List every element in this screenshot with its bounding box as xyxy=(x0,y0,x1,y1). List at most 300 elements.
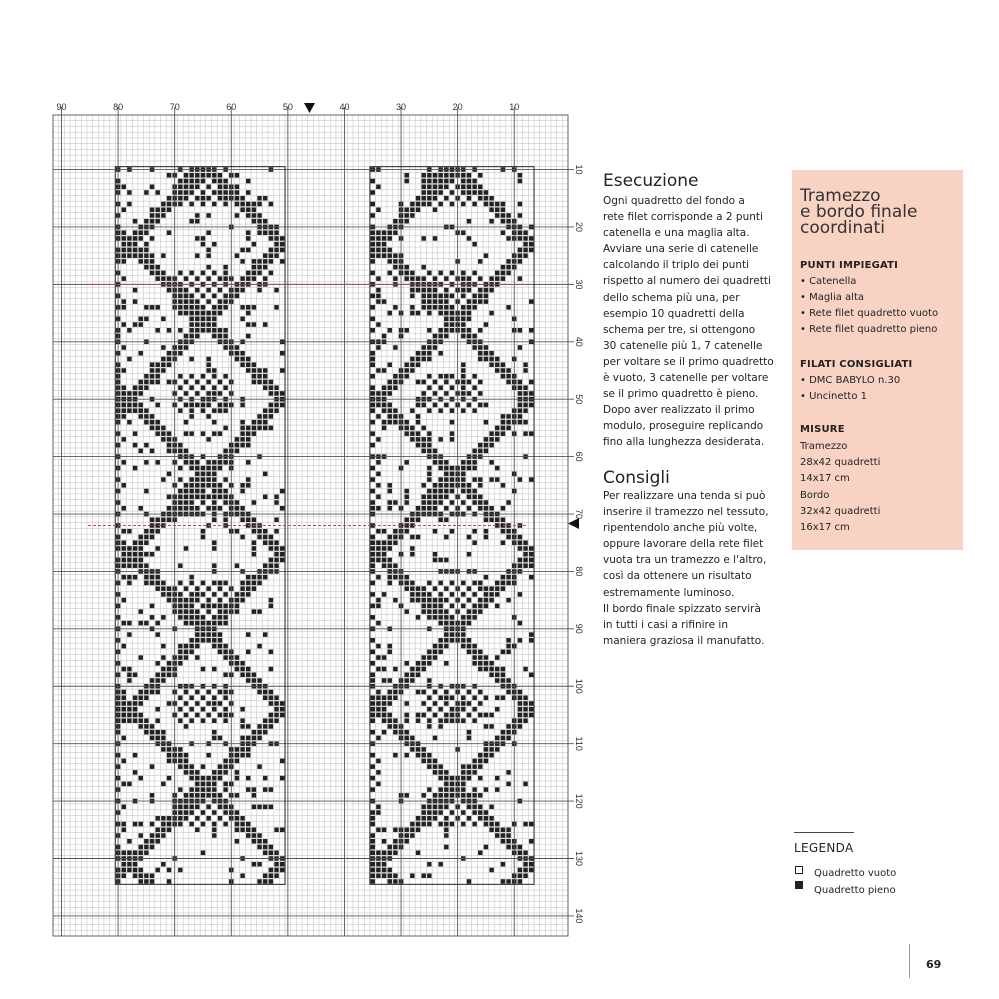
filled-cell xyxy=(246,581,250,586)
filled-cell xyxy=(184,598,188,603)
filled-cell xyxy=(438,558,442,563)
filled-cell xyxy=(523,362,527,367)
filled-cell xyxy=(518,713,522,718)
filled-cell xyxy=(178,477,182,482)
filled-cell xyxy=(195,632,199,637)
filled-cell xyxy=(206,328,210,333)
filled-cell xyxy=(218,776,222,781)
filled-cell xyxy=(195,173,199,178)
filled-cell xyxy=(433,655,437,660)
filled-cell xyxy=(122,236,126,241)
filled-cell xyxy=(404,265,408,270)
filled-cell xyxy=(144,563,148,568)
filled-cell xyxy=(218,615,222,620)
filled-cell xyxy=(155,575,159,580)
filled-cell xyxy=(263,385,267,390)
filled-cell xyxy=(201,466,205,471)
filled-cell xyxy=(371,489,375,494)
filled-cell xyxy=(138,845,142,850)
filled-cell xyxy=(444,661,448,666)
filled-cell xyxy=(263,850,267,855)
filled-cell xyxy=(178,374,182,379)
filled-cell xyxy=(161,586,165,591)
filled-cell xyxy=(410,535,414,540)
filled-cell xyxy=(274,718,278,723)
filled-cell xyxy=(495,828,499,833)
filled-cell xyxy=(427,822,431,827)
filled-cell xyxy=(184,288,188,293)
filled-cell xyxy=(127,782,131,787)
filled-cell xyxy=(155,460,159,465)
filled-cell xyxy=(529,236,533,241)
filled-cell xyxy=(371,351,375,356)
filled-cell xyxy=(201,202,205,207)
filled-cell xyxy=(489,828,493,833)
filled-cell xyxy=(461,391,465,396)
filled-cell xyxy=(478,190,482,195)
filled-cell xyxy=(416,431,420,436)
filled-cell xyxy=(427,449,431,454)
filled-cell xyxy=(212,322,216,327)
filled-cell xyxy=(235,667,239,672)
filled-cell xyxy=(444,374,448,379)
filled-cell xyxy=(376,546,380,551)
filled-cell xyxy=(150,185,154,190)
filled-cell xyxy=(495,466,499,471)
filled-cell xyxy=(269,718,273,723)
filled-cell xyxy=(122,414,126,419)
filled-cell xyxy=(393,879,397,884)
filled-cell xyxy=(195,805,199,810)
filled-cell xyxy=(206,391,210,396)
filled-cell xyxy=(506,265,510,270)
filled-cell xyxy=(269,650,273,655)
filled-cell xyxy=(252,207,256,212)
filled-cell xyxy=(438,764,442,769)
filled-cell xyxy=(529,822,533,827)
filled-cell xyxy=(257,724,261,729)
filled-cell xyxy=(421,661,425,666)
filled-cell xyxy=(155,673,159,678)
filled-cell xyxy=(489,288,493,293)
filled-cell xyxy=(371,546,375,551)
filled-cell xyxy=(433,500,437,505)
x-tick-label: 50 xyxy=(282,102,293,112)
filled-cell xyxy=(240,736,244,741)
filled-cell xyxy=(404,368,408,373)
filled-cell xyxy=(252,793,256,798)
filled-cell xyxy=(382,839,386,844)
filled-cell xyxy=(461,202,465,207)
filled-cell xyxy=(274,403,278,408)
y-tick-label: 60 xyxy=(574,451,584,462)
filled-cell xyxy=(122,276,126,281)
filled-cell xyxy=(393,598,397,603)
filled-cell xyxy=(127,248,131,253)
filled-cell xyxy=(184,701,188,706)
filled-cell xyxy=(235,753,239,758)
filled-cell xyxy=(206,230,210,235)
filled-cell xyxy=(161,357,165,362)
filled-cell xyxy=(212,833,216,838)
filled-cell xyxy=(410,408,414,413)
filled-cell xyxy=(263,724,267,729)
filled-cell xyxy=(371,362,375,367)
filled-cell xyxy=(280,351,284,356)
filled-cell xyxy=(161,747,165,752)
filled-cell xyxy=(178,294,182,299)
filled-cell xyxy=(467,466,471,471)
filled-cell xyxy=(240,718,244,723)
filled-cell xyxy=(223,426,227,431)
filled-cell xyxy=(269,695,273,700)
filled-cell xyxy=(246,736,250,741)
filled-cell xyxy=(461,472,465,477)
filled-cell xyxy=(161,655,165,660)
filled-cell xyxy=(167,506,171,511)
filled-cell xyxy=(138,621,142,626)
filled-cell xyxy=(495,678,499,683)
filled-cell xyxy=(371,764,375,769)
filled-cell xyxy=(167,495,171,500)
filled-cell xyxy=(252,575,256,580)
filled-cell xyxy=(461,311,465,316)
filled-cell xyxy=(421,655,425,660)
filled-cell xyxy=(127,190,131,195)
filled-cell xyxy=(433,529,437,534)
filled-cell xyxy=(371,466,375,471)
filled-cell xyxy=(252,540,256,545)
filled-cell xyxy=(280,259,284,264)
y-tick-label: 120 xyxy=(574,793,584,809)
filled-cell xyxy=(195,506,199,511)
empty-square-icon xyxy=(795,866,803,874)
filled-cell xyxy=(433,701,437,706)
filled-cell xyxy=(501,207,505,212)
filled-cell xyxy=(427,650,431,655)
filled-cell xyxy=(478,598,482,603)
filled-cell xyxy=(133,753,137,758)
filled-cell xyxy=(416,822,420,827)
filled-cell xyxy=(371,868,375,873)
filled-cell xyxy=(404,718,408,723)
filled-cell xyxy=(122,862,126,867)
filled-cell xyxy=(438,770,442,775)
filled-cell xyxy=(506,650,510,655)
filled-cell xyxy=(388,385,392,390)
filled-cell xyxy=(478,586,482,591)
filled-cell xyxy=(376,644,380,649)
filled-cell xyxy=(518,621,522,626)
filled-cell xyxy=(450,311,454,316)
filled-cell xyxy=(161,678,165,683)
filled-cell xyxy=(280,868,284,873)
filled-cell xyxy=(155,718,159,723)
filled-cell xyxy=(257,644,261,649)
filled-cell xyxy=(484,655,488,660)
filled-cell xyxy=(212,311,216,316)
filled-cell xyxy=(518,179,522,184)
filled-cell xyxy=(212,368,216,373)
filled-cell xyxy=(506,845,510,850)
filled-cell xyxy=(195,179,199,184)
filled-cell xyxy=(240,822,244,827)
filled-cell xyxy=(433,690,437,695)
filled-cell xyxy=(371,718,375,723)
filled-cell xyxy=(263,695,267,700)
filled-cell xyxy=(189,357,193,362)
filled-cell xyxy=(127,403,131,408)
filled-cell xyxy=(235,294,239,299)
filled-cell xyxy=(246,753,250,758)
filled-cell xyxy=(438,805,442,810)
filled-cell xyxy=(206,598,210,603)
filled-cell xyxy=(388,311,392,316)
filled-cell xyxy=(212,179,216,184)
filled-cell xyxy=(150,271,154,276)
filled-cell xyxy=(189,707,193,712)
filled-cell xyxy=(155,690,159,695)
filled-cell xyxy=(184,311,188,316)
filled-cell xyxy=(240,357,244,362)
filled-cell xyxy=(127,552,131,557)
tips-title: Consigli xyxy=(603,468,670,488)
filled-cell xyxy=(388,563,392,568)
filled-cell xyxy=(427,495,431,500)
filled-cell xyxy=(218,431,222,436)
filled-cell xyxy=(144,230,148,235)
filled-cell xyxy=(155,661,159,666)
filled-cell xyxy=(127,408,131,413)
filled-cell xyxy=(269,202,273,207)
filled-cell xyxy=(523,558,527,563)
filled-cell xyxy=(127,558,131,563)
filled-cell xyxy=(235,563,239,568)
filled-cell xyxy=(489,822,493,827)
filled-cell xyxy=(478,276,482,281)
filled-cell xyxy=(371,713,375,718)
filled-cell xyxy=(410,517,414,522)
filled-cell xyxy=(501,833,505,838)
filled-cell xyxy=(478,701,482,706)
filled-cell xyxy=(438,724,442,729)
filled-cell xyxy=(223,655,227,660)
filled-cell xyxy=(388,259,392,264)
filled-cell xyxy=(376,460,380,465)
filled-cell xyxy=(450,489,454,494)
filled-cell xyxy=(184,483,188,488)
filled-cell xyxy=(252,219,256,224)
filled-cell xyxy=(416,667,420,672)
filled-cell xyxy=(450,793,454,798)
filled-cell xyxy=(246,271,250,276)
filled-cell xyxy=(444,288,448,293)
filled-cell xyxy=(223,202,227,207)
filled-cell xyxy=(127,357,131,362)
filled-cell xyxy=(167,276,171,281)
filled-cell xyxy=(478,810,482,815)
filled-cell xyxy=(212,782,216,787)
filled-cell xyxy=(467,879,471,884)
filled-cell xyxy=(161,782,165,787)
filled-cell xyxy=(427,345,431,350)
filled-cell xyxy=(518,248,522,253)
filled-cell xyxy=(218,196,222,201)
filled-cell xyxy=(212,190,216,195)
filled-cell xyxy=(263,374,267,379)
filled-cell xyxy=(138,695,142,700)
filled-cell xyxy=(376,552,380,557)
filled-cell xyxy=(472,759,476,764)
filled-cell xyxy=(467,328,471,333)
filled-cell xyxy=(433,345,437,350)
filled-cell xyxy=(433,650,437,655)
filled-cell xyxy=(433,391,437,396)
filled-cell xyxy=(167,357,171,362)
filled-cell xyxy=(269,879,273,884)
filled-cell xyxy=(246,368,250,373)
filled-cell xyxy=(240,747,244,752)
filled-cell xyxy=(376,529,380,534)
filled-cell xyxy=(235,288,239,293)
filled-cell xyxy=(472,500,476,505)
filled-cell xyxy=(246,334,250,339)
filled-cell xyxy=(189,305,193,310)
filled-cell xyxy=(138,506,142,511)
filled-cell xyxy=(206,265,210,270)
filled-cell xyxy=(240,753,244,758)
filled-cell xyxy=(529,632,533,637)
filled-cell xyxy=(484,288,488,293)
filled-cell xyxy=(235,253,239,258)
filled-cell xyxy=(201,695,205,700)
filled-cell xyxy=(218,713,222,718)
filled-cell xyxy=(450,202,454,207)
filled-cell xyxy=(416,586,420,591)
filled-cell xyxy=(501,839,505,844)
filled-cell xyxy=(161,345,165,350)
filled-cell xyxy=(484,443,488,448)
filled-cell xyxy=(393,753,397,758)
filled-cell xyxy=(376,540,380,545)
filled-cell xyxy=(184,816,188,821)
filled-cell xyxy=(478,495,482,500)
filled-cell xyxy=(433,506,437,511)
filled-cell xyxy=(382,558,386,563)
filled-cell xyxy=(382,552,386,557)
filled-cell xyxy=(155,586,159,591)
filled-cell xyxy=(178,449,182,454)
filled-cell xyxy=(393,408,397,413)
filled-cell xyxy=(427,764,431,769)
filled-cell xyxy=(212,391,216,396)
filled-cell xyxy=(467,299,471,304)
filled-cell xyxy=(382,707,386,712)
filled-cell xyxy=(467,650,471,655)
filled-cell xyxy=(167,753,171,758)
filled-cell xyxy=(450,437,454,442)
filled-cell xyxy=(246,833,250,838)
filled-cell xyxy=(235,609,239,614)
filled-cell xyxy=(393,253,397,258)
filled-cell xyxy=(410,552,414,557)
filled-cell xyxy=(416,207,420,212)
filled-cell xyxy=(421,500,425,505)
filled-cell xyxy=(501,483,505,488)
filled-cell xyxy=(212,483,216,488)
sizes-heading: MISURE xyxy=(800,424,845,435)
filled-cell xyxy=(393,575,397,580)
filled-cell xyxy=(416,747,420,752)
filled-cell xyxy=(127,621,131,626)
filled-cell xyxy=(404,500,408,505)
filled-cell xyxy=(467,586,471,591)
size-item: 28x42 quadretti xyxy=(800,457,881,468)
filled-cell xyxy=(218,586,222,591)
filled-cell xyxy=(472,202,476,207)
filled-cell xyxy=(404,179,408,184)
filled-cell xyxy=(263,718,267,723)
filled-cell xyxy=(416,753,420,758)
filled-cell xyxy=(122,368,126,373)
filled-cell xyxy=(167,661,171,666)
filled-cell xyxy=(280,403,284,408)
filled-cell xyxy=(206,477,210,482)
filled-cell xyxy=(382,408,386,413)
filled-cell xyxy=(410,678,414,683)
filled-cell xyxy=(388,701,392,706)
filled-cell xyxy=(206,253,210,258)
filled-cell xyxy=(371,230,375,235)
filled-cell xyxy=(122,575,126,580)
filled-cell xyxy=(133,385,137,390)
filled-cell xyxy=(478,345,482,350)
filled-cell xyxy=(189,414,193,419)
filled-cell xyxy=(433,489,437,494)
filled-cell xyxy=(252,517,256,522)
filled-cell xyxy=(489,437,493,442)
filled-cell xyxy=(201,431,205,436)
filled-cell xyxy=(410,586,414,591)
filled-cell xyxy=(467,489,471,494)
filled-cell xyxy=(472,477,476,482)
filled-cell xyxy=(252,736,256,741)
filled-cell xyxy=(223,822,227,827)
filled-cell xyxy=(472,489,476,494)
filled-cell xyxy=(421,586,425,591)
filled-cell xyxy=(127,718,131,723)
filled-cell xyxy=(189,575,193,580)
filled-cell xyxy=(206,414,210,419)
filled-cell xyxy=(201,489,205,494)
filled-cell xyxy=(167,868,171,873)
filled-cell xyxy=(212,202,216,207)
filled-cell xyxy=(450,632,454,637)
filled-cell xyxy=(523,862,527,867)
filled-cell xyxy=(150,253,154,258)
filled-cell xyxy=(195,328,199,333)
filled-cell xyxy=(495,437,499,442)
filled-cell xyxy=(438,592,442,597)
filled-cell xyxy=(506,581,510,586)
filled-cell xyxy=(371,500,375,505)
filled-cell xyxy=(269,540,273,545)
filled-cell xyxy=(529,862,533,867)
filled-cell xyxy=(138,690,142,695)
filled-cell xyxy=(184,403,188,408)
filled-cell xyxy=(393,230,397,235)
filled-cell xyxy=(263,730,267,735)
